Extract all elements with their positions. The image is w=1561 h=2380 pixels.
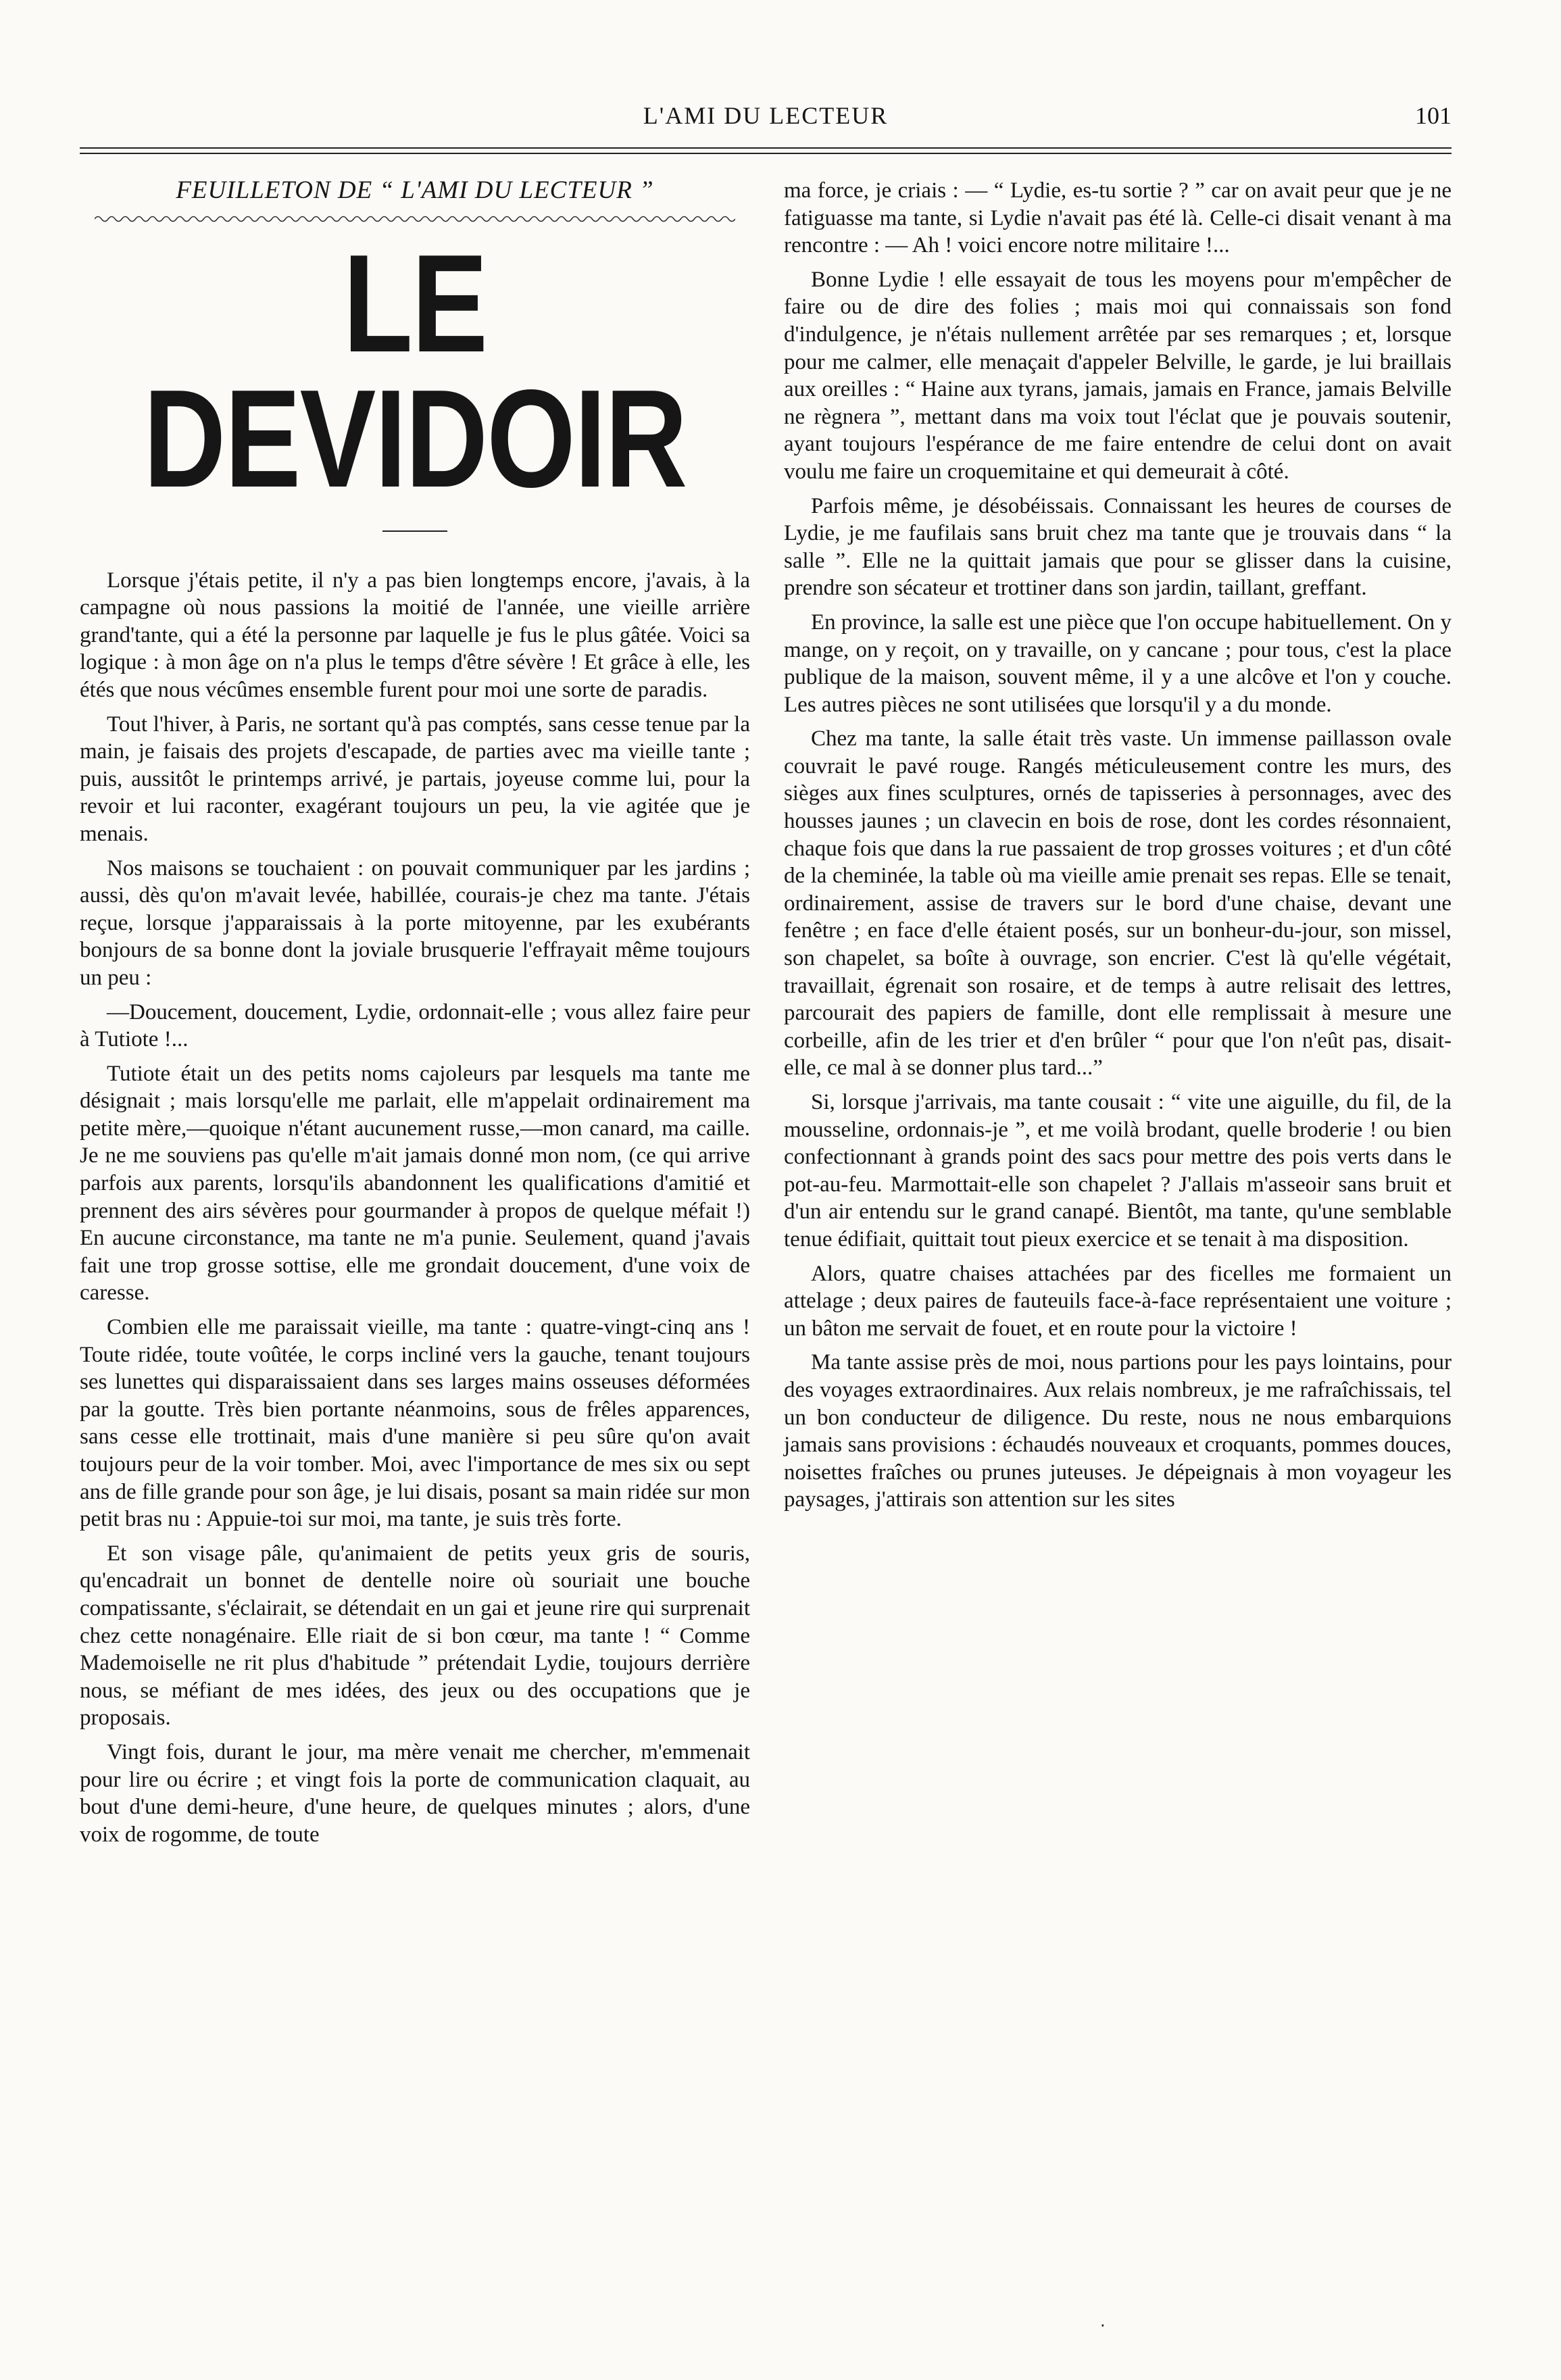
right-column xyxy=(784,177,1452,1520)
paragraph: Parfois même, je désobéissais. Connaissant les heures de courses de Lydie, je me faufilais sans bruit chez ma tante que je trouvais dans “ la salle ”. Elle ne la quittait jamais que pour se glisser dans la cuisine, prendre son sécateur et trottiner dans son jardin, taillant, greffant. xyxy=(784,493,1452,601)
paragraph: Ma tante assise près de moi, nous partions pour les pays lointains, pour des voyages extraordinaires. Aux relais nombreux, je me rafraîchissais, tel un bon conducteur de diligence. Du reste, nous ne nous embarquions jamais sans provisions : échaudés nouveaux et croquants, pommes douces, noisettes fraîches ou prunes juteuses. Je dépeignais à mon voyageur les paysages, j'attirais son attention sur les sites xyxy=(784,1350,1452,1512)
page-header xyxy=(80,101,1452,142)
paragraph: Alors, quatre chaises attachées par des ficelles me formaient un attelage ; deux paires de fauteuils face-à-face représentaient une voiture ; un bâton me servait de fouet, et en route pour la victoire ! xyxy=(784,1261,1452,1341)
paragraph: Si, lorsque j'arrivais, ma tante cousait : “ vite une aiguille, du fil, de la mousseline, ordonnais-je ”, et me voilà brodant, quelle broderie ! ou bien confectionnant à grands point des sacs pour mettre des pois verts dans le pot-au-feu. Marmottait-elle son chapelet ? J'allais m'asseoir sans bruit et d'un air entendu sur le grand canapé. Bientôt, ma tante, qu'une semblable tenue édifiait, quittait tout pieux exercice et se tenait à ma disposition. xyxy=(784,1090,1452,1251)
paragraph: En province, la salle est une pièce que l'on occupe habituellement. On y mange, on y reçoit, on y travaille, on y cancane ; pour tous, c'est la place publique de la maison, souvent même, il y a une alcôve et l'on y couche. Les autres pièces ne sont utilisées que lorsqu'il y a du monde. xyxy=(784,610,1452,717)
wavy-divider xyxy=(95,214,735,224)
paragraph: Lorsque j'étais petite, il n'y a pas bien longtemps encore, j'avais, à la campagne où nous passions la moitié de l'année, une vieille arrière grand'tante, qui a été la personne par laquelle je fus le plus gâtée. Voici sa logique : à mon âge on n'a plus le temps d'être sévère ! Et grâce à elle, les étés que nous vécûmes ensemble furent pour moi une sorte de paradis. xyxy=(80,568,750,702)
left-column xyxy=(80,177,750,1855)
paragraph: Nos maisons se touchaient : on pouvait communiquer par les jardins ; aussi, dès qu'on m'avait levée, habillée, courais-je chez ma tante. J'étais reçue, lorsque j'apparaissais à la porte mitoyenne, par les exubérants bonjours de sa bonne dont la joviale brusquerie l'effrayait même toujours un peu : xyxy=(80,856,750,990)
paragraph: Et son visage pâle, qu'animaient de petits yeux gris de souris, qu'encadrait un bonnet de dentelle noire où souriait une bouche compatissante, s'éclairait, se détendait en un gai et jeune rire qui surprenait chez cette nonagénaire. Elle riait de si bon cœur, ma tante ! “ Comme Mademoiselle ne rit plus d'habitude ” prétendait Lydie, toujours derrière nous, se méfiant de mes idées, des jeux ou des occupations que je proposais. xyxy=(80,1541,750,1731)
paragraph: Chez ma tante, la salle était très vaste. Un immense paillasson ovale couvrait le pavé rouge. Rangés méticuleusement contre les murs, des sièges aux fines sculptures, ornés de tapisseries à personnages, avec des housses jaunes ; un clavecin en bois de rose, dont les cordes résonnaient, chaque fois que dans la rue passaient de trop grosses voitures ; et d'un côté de la cheminée, la table où ma vieille amie prenait ses repas. Elle se tenait, ordinairement, assise de travers sur le bord d'une chaise, devant une fenêtre ; en face d'elle étaient posés, sur un bonheur-du-jour, son missel, son chapelet, sa boîte à ouvrage, son encrier. C'est là qu'elle végétait, travaillait, égrenait son rosaire, et de temps à autre relisait des lettres, parcourait des papiers de famille, dont elle remplissait à mesure une corbeille, afin de les trier et d'en brûler “ pour que l'on n'eût pas, disait-elle, ce mal à se donner plus tard...” xyxy=(784,726,1452,1081)
article-title: LE DEVIDOIR xyxy=(143,225,687,516)
footer-ornament: ‧ xyxy=(1100,2318,1106,2335)
paragraph: Tout l'hiver, à Paris, ne sortant qu'à pas comptés, sans cesse tenue par la main, je faisais des projets d'escapade, de parties avec ma vieille tante ; puis, aussitôt le printemps arrivé, je partais, joyeuse comme lui, pour la revoir et lui raconter, exagérant toujours un peu, la vie agitée que je menais. xyxy=(80,712,750,846)
paragraph: ma force, je criais : — “ Lydie, es-tu sortie ? ” car on avait peur que je ne fatiguasse ma tante, si Lydie n'avait pas été là. Celle-ci disait venant à ma rencontre : — Ah ! voici encore notre militaire !... xyxy=(784,178,1452,258)
paragraph: Tutiote était un des petits noms cajoleurs par lesquels ma tante me désignait ; mais lorsqu'elle me parlait, elle m'appelait ordinairement ma petite mère,—quoique n'étant aucunement russe,—mon canard, ma caille. Je ne me souviens pas qu'elle m'ait jamais donné mon nom, (ce qui arrive parfois aux parents, lorsqu'ils abandonnent les qualifications d'amitié et prennent des airs sévères pour gourmander à propos de quelque méfait !) En aucune circonstance, ma tante ne m'a punie. Seulement, quand j'avais fait une trop grosse sottise, elle me grondait doucement, d'une voix de caresse. xyxy=(80,1061,750,1306)
paragraph: Combien elle me paraissait vieille, ma tante : quatre-vingt-cinq ans ! Toute ridée, toute voûtée, le corps incliné vers la gauche, tenant toujours ses lunettes qui disparaissaient dans ses larges mains osseuses déformées par la goutte. Très bien portante néanmoins, sous de frêles apparences, sans cesse elle trottinait, mais d'une manière si peu sûre qu'on avait toujours peur de la voir tomber. Moi, avec l'importance de mes six ou sept ans de fille grande pour son âge, je lui disais, posant sa main ridée sur mon petit bras nu : Appuie-toi sur moi, ma tante, je suis très forte. xyxy=(80,1315,750,1532)
header-double-rule xyxy=(80,147,1452,154)
running-title: L'AMI DU LECTEUR xyxy=(643,102,889,129)
paragraph: —Doucement, doucement, Lydie, ordonnait-elle ; vous allez faire peur à Tutiote !... xyxy=(80,999,750,1052)
page-number: 101 xyxy=(1415,102,1452,129)
paragraph: Vingt fois, durant le jour, ma mère venait me chercher, m'emmenait pour lire ou écrire ; et vingt fois la porte de communication claquait, au bout d'une demi-heure, d'une heure, de quelques minutes ; alors, d'une voix de rogomme, de toute xyxy=(80,1739,750,1847)
feuilleton-heading: FEUILLETON DE “ L'AMI DU LECTEUR ” xyxy=(176,176,654,204)
title-short-rule xyxy=(382,530,447,532)
paragraph: Bonne Lydie ! elle essayait de tous les moyens pour m'empêcher de faire ou de dire des folies ; mais moi qui connaissais son fond d'indulgence, je n'étais nullement arrêtée par ses remarques ; et, lorsque pour me calmer, elle menaçait d'appeler Belville, le garde, je lui braillais aux oreilles : “ Haine aux tyrans, jamais, jamais en France, jamais Belville ne règnera ”, mettant dans ma voix tout l'éclat que je pouvais soutenir, ayant toujours l'espérance de me faire entendre de celui dont on avait voulu me faire un croquemitaine et qui demeurait à côté. xyxy=(784,267,1452,484)
